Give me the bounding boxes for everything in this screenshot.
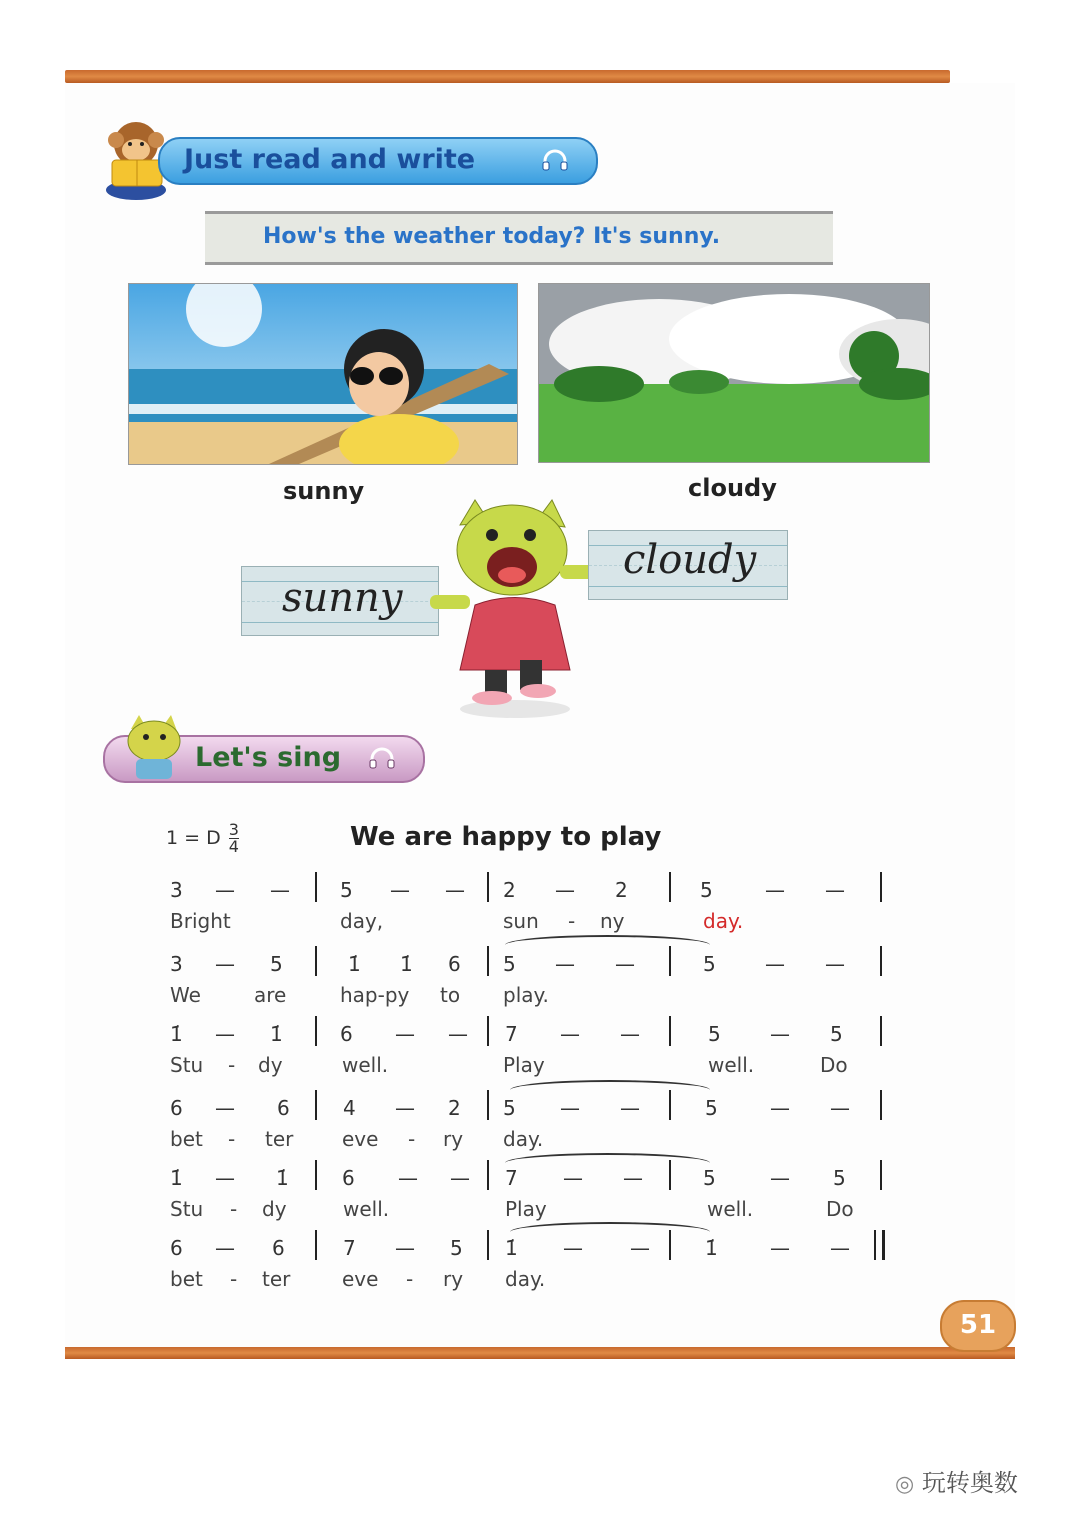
lyric-syllable: Play bbox=[503, 1053, 545, 1077]
lyric-syllable: - bbox=[228, 1127, 236, 1151]
barline bbox=[874, 1230, 885, 1260]
photo-caption-cloudy: cloudy bbox=[688, 474, 777, 502]
cat-character-icon bbox=[430, 495, 600, 724]
lyric-syllable: well. bbox=[707, 1197, 754, 1221]
note: 5 bbox=[830, 1022, 843, 1046]
barline bbox=[669, 1016, 671, 1046]
note-dash: — bbox=[395, 1022, 415, 1046]
lyric-syllable: Stu bbox=[170, 1053, 204, 1077]
cloudy-field-photo bbox=[538, 283, 930, 463]
note-dash: — bbox=[563, 1166, 583, 1190]
note: 1̇ bbox=[170, 1022, 183, 1046]
note-dash: — bbox=[830, 1236, 850, 1260]
note: 6 bbox=[448, 952, 461, 976]
note: 6 bbox=[170, 1236, 183, 1260]
barline bbox=[669, 946, 671, 976]
barline bbox=[315, 946, 317, 976]
lyric-syllable: play. bbox=[503, 983, 549, 1007]
card-word: cloudy bbox=[623, 537, 757, 583]
lyric-syllable: Play bbox=[505, 1197, 547, 1221]
note-dash: — bbox=[215, 1166, 235, 1190]
note: 1̇ bbox=[348, 952, 361, 976]
barline bbox=[669, 1090, 671, 1120]
lyric-syllable: eve bbox=[342, 1127, 379, 1151]
note: 5 bbox=[700, 878, 713, 902]
barline bbox=[880, 946, 882, 976]
note: 5 bbox=[340, 878, 353, 902]
watermark-text: 玩转奥数 bbox=[921, 1469, 1018, 1497]
note: 2 bbox=[503, 878, 516, 902]
barline bbox=[487, 1230, 489, 1260]
lyric-syllable: bet bbox=[170, 1267, 203, 1291]
headphones-icon[interactable] bbox=[542, 149, 568, 171]
note: 6 bbox=[277, 1096, 290, 1120]
bottom-border bbox=[65, 1347, 1015, 1359]
barline bbox=[880, 1160, 882, 1190]
card-word: sunny bbox=[282, 575, 403, 621]
note: 1̇ bbox=[270, 1022, 283, 1046]
lyric-syllable: day. bbox=[503, 1127, 544, 1151]
barline bbox=[880, 1016, 882, 1046]
barline bbox=[315, 1090, 317, 1120]
lyric-syllable: ry bbox=[443, 1267, 464, 1291]
note-dash: — bbox=[770, 1236, 790, 1260]
photo-caption-sunny: sunny bbox=[283, 477, 365, 505]
note-dash: — bbox=[770, 1166, 790, 1190]
note: 1̇ bbox=[170, 1166, 183, 1190]
time-signature-bottom: 4 bbox=[228, 837, 239, 856]
lyric-syllable: - bbox=[406, 1267, 414, 1291]
note: 7 bbox=[505, 1022, 518, 1046]
lyric-syllable: sun bbox=[503, 909, 539, 933]
note-dash: — bbox=[215, 1022, 235, 1046]
note: 2 bbox=[448, 1096, 461, 1120]
song-title: We are happy to play bbox=[350, 822, 662, 852]
handwriting-card-sunny bbox=[241, 566, 439, 636]
sentence-scroll bbox=[205, 211, 833, 265]
barline bbox=[315, 1016, 317, 1046]
section-banner-read-write bbox=[158, 137, 598, 185]
note-dash: — bbox=[623, 1166, 643, 1190]
barline bbox=[487, 1160, 489, 1190]
note: 6 bbox=[170, 1096, 183, 1120]
lyric-syllable: Do bbox=[820, 1053, 848, 1077]
note: 6 bbox=[340, 1022, 353, 1046]
note-dash: — bbox=[620, 1096, 640, 1120]
lyric-syllable: hap-py bbox=[340, 983, 410, 1007]
top-border bbox=[65, 70, 950, 83]
lyric-syllable: ry bbox=[443, 1127, 464, 1151]
note-dash: — bbox=[448, 1022, 468, 1046]
note-dash: — bbox=[765, 952, 785, 976]
lyric-syllable: - bbox=[568, 909, 576, 933]
note: 3 bbox=[170, 952, 183, 976]
watermark bbox=[895, 1463, 1018, 1498]
lyric-syllable: - bbox=[228, 1053, 236, 1077]
note-dash: — bbox=[445, 878, 465, 902]
lyric-syllable: ter bbox=[265, 1127, 294, 1151]
note: 5 bbox=[270, 952, 283, 976]
key-signature: 1 = D bbox=[166, 827, 221, 849]
lyric-syllable: ny bbox=[600, 909, 625, 933]
section-banner-sing bbox=[103, 735, 425, 783]
note: 7 bbox=[505, 1166, 518, 1190]
note: 6 bbox=[272, 1236, 285, 1260]
note-dash: — bbox=[770, 1096, 790, 1120]
barline bbox=[669, 872, 671, 902]
barline bbox=[487, 1016, 489, 1046]
lyric-syllable: dy bbox=[258, 1053, 283, 1077]
lyric-syllable: day. bbox=[505, 1267, 546, 1291]
page-number: 51 bbox=[940, 1300, 1016, 1352]
note: 5 bbox=[450, 1236, 463, 1260]
note: 1̇ bbox=[705, 1236, 718, 1260]
note-dash: — bbox=[390, 878, 410, 902]
lyric-syllable: - bbox=[408, 1127, 416, 1151]
time-signature-top: 3 bbox=[228, 820, 239, 839]
note-dash: — bbox=[395, 1236, 415, 1260]
note-dash: — bbox=[215, 1096, 235, 1120]
note-dash: — bbox=[555, 952, 575, 976]
note-dash: — bbox=[270, 878, 290, 902]
lyric-syllable: day. bbox=[703, 909, 744, 933]
note-dash: — bbox=[215, 878, 235, 902]
wechat-icon: ◎ bbox=[895, 1472, 915, 1497]
barline bbox=[880, 1090, 882, 1120]
barline bbox=[487, 946, 489, 976]
barline bbox=[669, 1230, 671, 1260]
note: 1̇ bbox=[276, 1166, 289, 1190]
note-dash: — bbox=[560, 1096, 580, 1120]
note-dash: — bbox=[620, 1022, 640, 1046]
note: 7 bbox=[343, 1236, 356, 1260]
note-dash: — bbox=[560, 1022, 580, 1046]
note-dash: — bbox=[563, 1236, 583, 1260]
lyric-syllable: well. bbox=[708, 1053, 755, 1077]
lyric-syllable: bet bbox=[170, 1127, 203, 1151]
cat-singer-icon bbox=[121, 715, 189, 781]
lyric-syllable: well. bbox=[342, 1053, 389, 1077]
note: 5 bbox=[503, 1096, 516, 1120]
lyric-syllable: eve bbox=[342, 1267, 379, 1291]
note-dash: — bbox=[215, 952, 235, 976]
barline bbox=[487, 1090, 489, 1120]
note-dash: — bbox=[825, 878, 845, 902]
note: 1̇ bbox=[400, 952, 413, 976]
lyric-syllable: - bbox=[230, 1267, 238, 1291]
barline bbox=[315, 872, 317, 902]
note-dash: — bbox=[830, 1096, 850, 1120]
lyric-syllable: to bbox=[440, 983, 461, 1007]
note: 4 bbox=[343, 1096, 356, 1120]
barline bbox=[880, 872, 882, 902]
lyric-syllable: Bright bbox=[170, 909, 231, 933]
lyric-syllable: day, bbox=[340, 909, 384, 933]
note: 1̇ bbox=[505, 1236, 518, 1260]
barline bbox=[315, 1230, 317, 1260]
barline bbox=[315, 1160, 317, 1190]
lyric-syllable: dy bbox=[262, 1197, 287, 1221]
section-title: Let's sing bbox=[195, 742, 342, 773]
note-dash: — bbox=[765, 878, 785, 902]
note-dash: — bbox=[555, 878, 575, 902]
note-dash: — bbox=[770, 1022, 790, 1046]
section-title: Just read and write bbox=[184, 144, 476, 175]
sunny-beach-photo bbox=[128, 283, 518, 465]
note: 2 bbox=[615, 878, 628, 902]
lyric-syllable: - bbox=[230, 1197, 238, 1221]
lyric-syllable: We bbox=[170, 983, 201, 1007]
note: 5 bbox=[703, 1166, 716, 1190]
note-dash: — bbox=[398, 1166, 418, 1190]
barline bbox=[669, 1160, 671, 1190]
note-dash: — bbox=[630, 1236, 650, 1260]
barline bbox=[487, 872, 489, 902]
song-key bbox=[166, 822, 239, 855]
lyric-syllable: ter bbox=[262, 1267, 291, 1291]
note: 6 bbox=[342, 1166, 355, 1190]
lyric-syllable: Do bbox=[826, 1197, 854, 1221]
note-dash: — bbox=[395, 1096, 415, 1120]
note: 5 bbox=[708, 1022, 721, 1046]
lyric-syllable: well. bbox=[343, 1197, 390, 1221]
sentence-text: How's the weather today? It's sunny. bbox=[263, 224, 721, 249]
lyric-syllable: are bbox=[254, 983, 287, 1007]
note-dash: — bbox=[450, 1166, 470, 1190]
headphones-icon[interactable] bbox=[369, 747, 395, 769]
note: 5 bbox=[503, 952, 516, 976]
note: 3 bbox=[170, 878, 183, 902]
lyric-syllable: Stu bbox=[170, 1197, 204, 1221]
handwriting-card-cloudy bbox=[588, 530, 788, 600]
note: 5 bbox=[703, 952, 716, 976]
note-dash: — bbox=[825, 952, 845, 976]
note-dash: — bbox=[615, 952, 635, 976]
note: 5 bbox=[833, 1166, 846, 1190]
note: 5 bbox=[705, 1096, 718, 1120]
note-dash: — bbox=[215, 1236, 235, 1260]
